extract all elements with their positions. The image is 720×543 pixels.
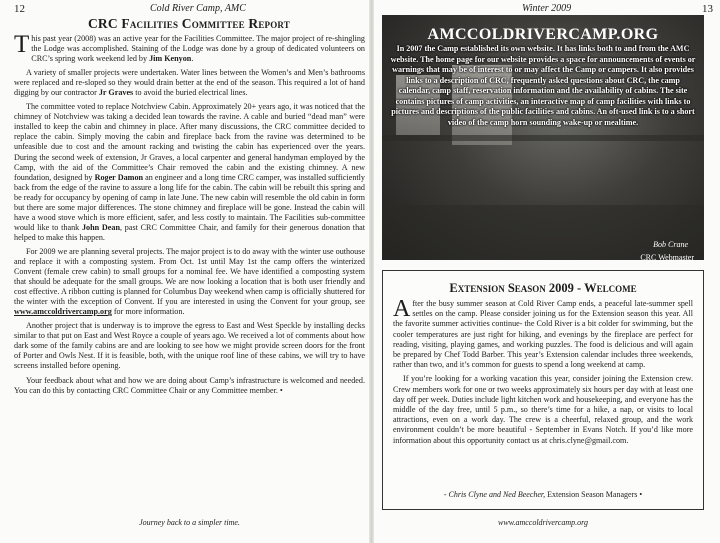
extension-season-box bbox=[382, 270, 704, 510]
drop-cap: A bbox=[393, 296, 411, 322]
extension-box-title: Extension Season 2009 - Welcome bbox=[449, 281, 637, 295]
website-feature-box bbox=[382, 15, 704, 260]
volunteer-name: Jim Kenyon bbox=[149, 54, 192, 64]
extension-signature: - Chris Clyne and Ned Beecher, Extension Season Managers • bbox=[443, 490, 643, 499]
right-page-number: 13 bbox=[702, 3, 713, 15]
article-title: CRC Facilities Committee Report bbox=[87, 16, 291, 31]
webmaster-name: Bob Crane bbox=[653, 240, 688, 249]
right-page bbox=[372, 0, 720, 543]
website-box-title: AMCCOLDRIVERCAMP.ORG bbox=[427, 26, 659, 43]
photo-beam bbox=[382, 135, 704, 141]
article-paragraph-1: This past year (2008) was an active year for the Facilities Committee. The major project of re-shingling the Lodge was accomplished. Staining of the Lodge was done by a group of dedicated volunteers on CRC’s spring work weekend led by Jim Kenyon. bbox=[14, 31, 365, 64]
drop-cap: T bbox=[14, 31, 30, 58]
left-page-number: 12 bbox=[14, 3, 25, 15]
article-paragraph-3: The committee voted to replace Notchview Cabin. Approximately 20+ years ago, it was noticed that the chimney of Notchview was taking a decided lean towards the ravine. A cable and buried “dead man” were installed to keep the cabin and chimney in place. After many discussions, the CRC committee decided to replace the cabin. Simply moving the cabin and fireplace back from the ravine was determined to be unfeasible due to cost and the amount racking and twisting the cabin has experienced over the years. During the second week of extension, Jr Graves, a local carpenter and general handyman employed by the Camp, with the aid of the Committee’s Chair removed the cabin and the existing chimney. A new foundation, designed by Roger Damon an engineer and a long time CRC camper, was installed sufficiently back from the edge of the ravine to assure a long life for the cabin. The cabin will be rebuilt this spring and be ready for occupancy by opening of camp in late June. The new cabin will resemble the old cabin in form but there are some major differences. The stone chimney and fireplace will be gone. Instead the cabin will have a wood stove which is more efficient, safer, and less costly to maintain. The Facilities sub-committee would like to thank John Dean, past CRC Committee Chair, and family for their generous donation that helped to make this happen. bbox=[14, 102, 365, 242]
website-link[interactable]: www.amccoldrivercamp.org bbox=[14, 307, 112, 317]
photo-floor bbox=[382, 205, 704, 260]
article-paragraph-6: Your feedback about what and how we are doing about Camp’s infrastructure is welcomed and needed. You can do this by contacting CRC Committee Chair or any Committee member. • bbox=[14, 375, 365, 395]
website-box-body: In 2007 the Camp established its own website. It has links both to and from the AMC website. The home page for our website provides a space for announcements of events or warnings that may be of interest to or may affect the Camp or campers. It also provides links to a description of CRC, frequently asked questions about CRC, the camp calendar, camp staff, reservation information and the availability of cabins. The site contains pictures of camp activities, an interactive map of camp facilities with links to pictures and descriptions of the public facilities and cabins. An oft-used link is to a short video of the camp horn sounding wake-up or mealtime. bbox=[390, 44, 696, 127]
article-paragraph-2: A variety of smaller projects were undertaken. Water lines between the Women’s and Men’s bathrooms were replaced and re-sloped so they would drain better at the end of the season. This required a lot of hand digging by our contractor Jr Graves to avoid the buried electrical lines. bbox=[14, 68, 365, 98]
extension-paragraph-2: If you’re looking for a working vacation this year, consider joining the Extension crew. Crew members work for one or two weeks approximately six hours per day with at least one day off per week. Duties include light kitchen work and housekeeping, and everyone has the middle of the day free, until 5 p.m., so there’s time for a hike, a nap, or visits to local attractions, even on a work day. The crew is a cheerful, relaxed group, and the work environment couldn’t be more beautiful - September in Evans Notch. If you’d like more information about this opportunity contact us at chris.clyne@gmail.com. bbox=[393, 374, 693, 445]
left-running-head: Cold River Camp, AMC bbox=[150, 3, 246, 14]
right-running-head: Winter 2009 bbox=[522, 3, 572, 14]
footer-url[interactable]: www.amccoldrivercamp.org bbox=[498, 518, 588, 527]
engineer-name: Roger Damon bbox=[94, 172, 144, 182]
article-paragraph-5: Another project that is underway is to improve the egress to East and West Speckle by installing decks similar to that put on East and West Royce a couple of years ago. We received a lot of comments about how dark some of the family cabins are and are looking to see how we might provide screen doors for the front of Porter and Owls Nest. If it is feasible, both, with the unique roof line of these cabins, we will try to have screens installed before opening. bbox=[14, 321, 365, 371]
contractor-name: Jr Graves bbox=[98, 88, 134, 98]
extension-box-body bbox=[393, 296, 693, 450]
donor-name: John Dean bbox=[81, 222, 120, 232]
footer-tagline: Journey back to a simpler time. bbox=[139, 518, 240, 527]
article-body bbox=[14, 31, 365, 400]
extension-paragraph-1: After the busy summer season at Cold River Camp ends, a peaceful late-summer spell settles on the camp. Please consider joining us for the Extension season this year. All the favorite summer activities continue- the Cold River is a bit colder for swimming, but the cooler temperatures are just right for hiking, and evenings by the fireplace are perfect for reading, visiting, playing games, and working puzzles. The food is delicious and will again be prepared by Chef Todd Barber. This year’s Extension calendar includes three weekends, rather than two, and it’s common for guests to spend a long weekend at camp. bbox=[393, 296, 693, 370]
article-paragraph-4: For 2009 we are planning several projects. The major project is to do away with the winter use outhouse and replace it with a composting system. From Oct. 1st until May 1st the camp offers the winterized Convent (female crew cabin) to small groups for a nominal fee. We have identified a composting system that should be adequate for the small groups. We are now looking a location that is both user friendly and cost effective. A ribbon cutting is planned for Columbus Day weekend when camp is officially shuttered for the winter with the exception of Convent. If you are interested in using the Convent for your group, see www.amccoldrivercamp.org for more information. bbox=[14, 246, 365, 317]
webmaster-role: CRC Webmaster bbox=[640, 253, 694, 260]
